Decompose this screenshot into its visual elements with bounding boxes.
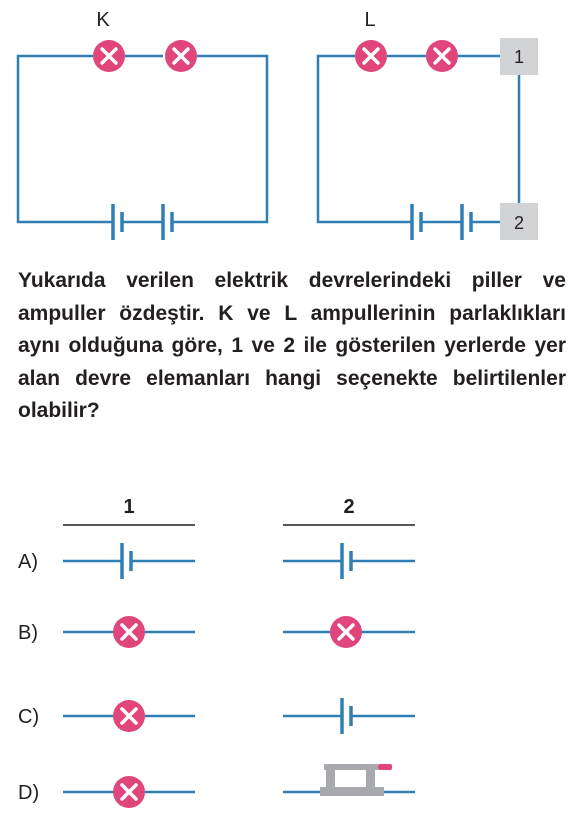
column-header-2: 2	[343, 496, 355, 518]
option-a-letter: A)	[18, 551, 38, 573]
circuit-k	[18, 9, 267, 240]
battery-icon	[283, 698, 415, 734]
option-b[interactable]	[18, 616, 415, 648]
battery-icon	[462, 204, 471, 240]
question-text: Yukarıda verilen elektrik devrelerindeki piller ve ampuller özdeştir. K ve L ampullerinin parlaklıkları aynı olduğuna göre, 1 ve 2 ile gösterilen yerlerde yer alan devre elemanları hangi seçenekte belirtilenler olabilir?	[18, 269, 566, 422]
battery-icon	[63, 543, 195, 579]
circuit-k-label: K	[96, 9, 110, 31]
column-header-1: 1	[123, 496, 135, 518]
bulb-icon	[355, 40, 387, 72]
bulb-icon	[426, 40, 458, 72]
bulb-icon	[165, 40, 197, 72]
bulb-icon	[63, 700, 195, 732]
battery-icon	[163, 204, 172, 240]
option-d-letter: D)	[18, 782, 40, 804]
element-box-1	[500, 38, 538, 75]
battery-icon	[113, 204, 122, 240]
answer-options	[0, 480, 577, 814]
option-c[interactable]	[18, 698, 415, 734]
option-d[interactable]	[18, 764, 415, 808]
element-box-1-label: 1	[513, 47, 525, 67]
battery-icon	[283, 543, 415, 579]
bulb-icon	[63, 616, 195, 648]
bulb-icon	[283, 616, 415, 648]
bulb-icon	[63, 776, 195, 808]
option-a[interactable]	[18, 543, 415, 579]
option-c-letter: C)	[18, 706, 40, 728]
circuit-l	[318, 9, 538, 240]
option-b-letter: B)	[18, 622, 38, 644]
switch-icon	[283, 764, 415, 796]
element-box-2	[500, 203, 538, 240]
element-box-2-label: 2	[513, 213, 525, 233]
battery-icon	[412, 204, 421, 240]
bulb-icon	[93, 40, 125, 72]
circuit-l-label: L	[364, 9, 376, 31]
circuits-diagram	[0, 0, 577, 250]
